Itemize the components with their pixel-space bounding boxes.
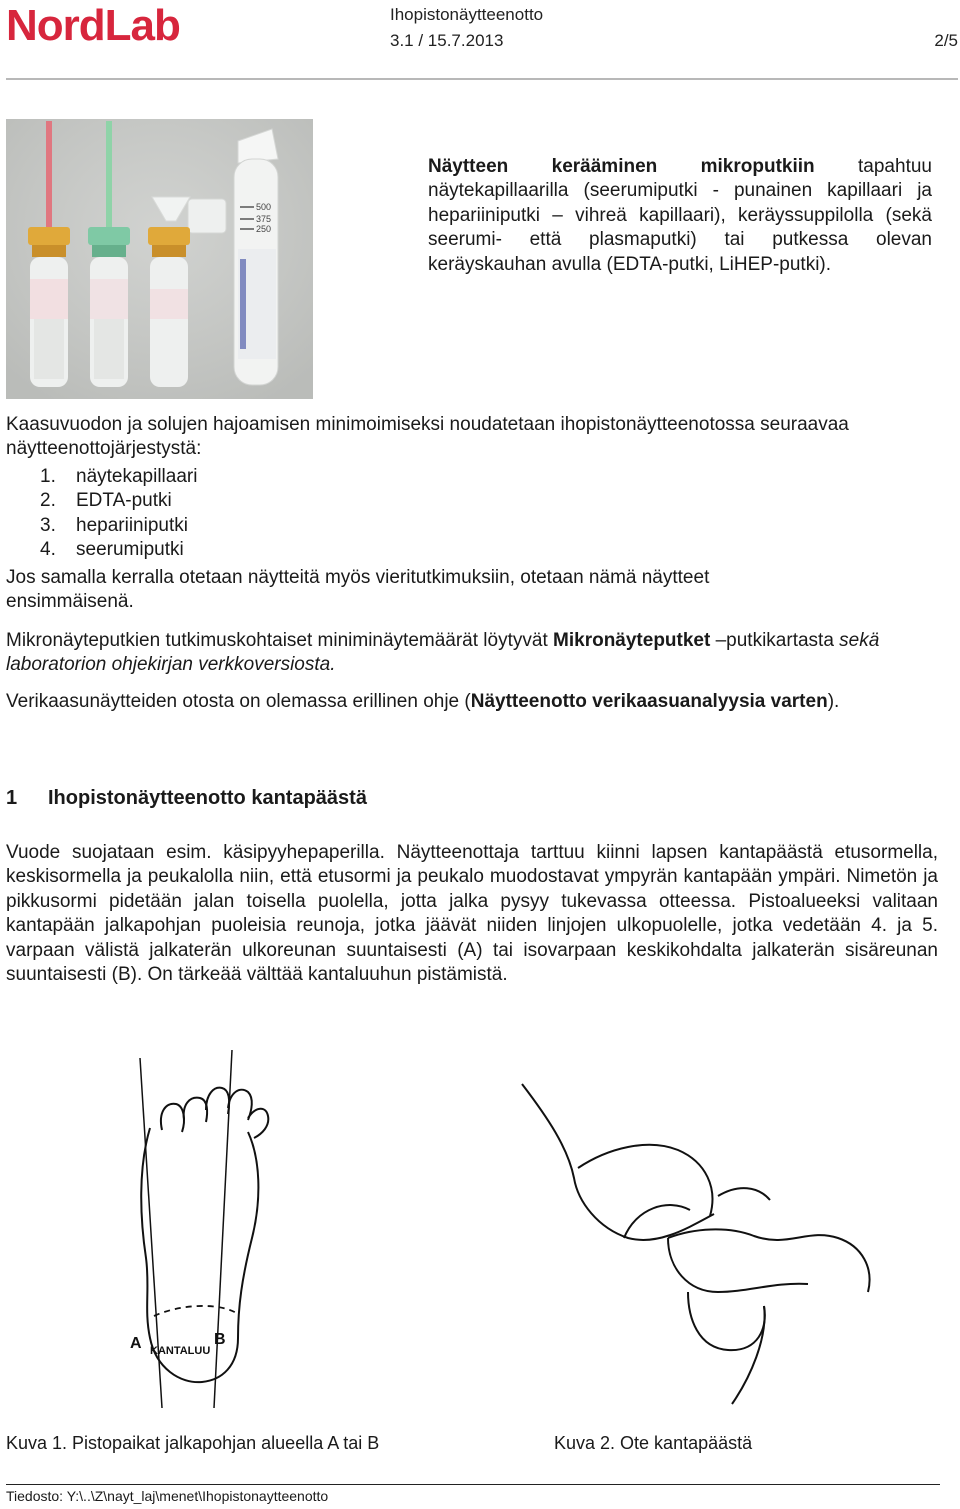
tube-mark-375: 375 (256, 214, 272, 224)
gas-paragraph: Verikaasunäytteiden otosta on olemassa erillinen ohje (Näytteenotto verikaasuanalyysia varten). (6, 691, 840, 712)
list-item: 3. hepariiniputki (40, 514, 188, 536)
tube-mark-500: 500 (256, 202, 272, 212)
figure2-caption: Kuva 2. Ote kantapäästä (554, 1433, 753, 1453)
figure1-caption: Kuva 1. Pistopaikat jalkapohjan alueella A tai B (6, 1433, 380, 1453)
intro-bold: Näytteen kerääminen mikroputkiin (428, 156, 815, 177)
order-note: Jos samalla kerralla otetaan näytteitä myös vieritutkimuksiin, otetaan nämä näytteet ensimmäisenä. (6, 567, 710, 613)
logo-text: NordLab (6, 2, 180, 46)
micro-tubes-photo (6, 119, 313, 399)
micro-italic: sekä laboratorion ohjekirjan verkkoversiosta. (6, 630, 880, 676)
intro-text: tapahtuu näytekapillaarilla (seerumiputki - punainen kapillaari ja hepariiniputki – vihreä kapillaari), keräyssuppilolla (sekä seerumi- että plasmaputki) tai putkessa olevan keräyskauhan avulla (EDTA-putki, LiHEP-putki). (428, 156, 932, 275)
foot-label-b: B (214, 1331, 226, 1348)
gas-bold: Näytteenotto verikaasuanalyysia varten (470, 691, 828, 712)
section-title: Ihopistonäytteenotto kantapäästä (48, 787, 367, 809)
order-list (40, 465, 197, 563)
document-version: 3.1 / 15.7.2013 (390, 31, 504, 50)
heel-grip-figure (518, 1078, 878, 1408)
footer-divider (6, 1484, 940, 1485)
foot-label-heel: KANTALUU (150, 1345, 211, 1357)
header-divider (6, 78, 958, 80)
list-item: 4. seerumiputki (40, 539, 184, 561)
tube-mark-250: 250 (256, 224, 272, 234)
section-heading (6, 787, 367, 810)
foot-label-a: A (130, 1335, 142, 1352)
footer-file-path: Tiedosto: Y:\..\Z\nayt_laj\menet\Ihopistonaytteenotto (6, 1488, 329, 1504)
document-title: Ihopistonäytteenotto (390, 5, 544, 24)
nordlab-logo (6, 2, 202, 46)
section-body: Vuode suojataan esim. käsipyyhepaperilla. Näytteenottaja tarttuu kiinni lapsen kantapäästä etusormella, keskisormella ja peukalolla niin, että etusormi ja peukalo muodostavat ympyrän kantapään ympäri. Nimetön ja pikkusormi pidetään jalan toisella puolella, jotta jalka pysyy tukevassa otteessa. Pistoalueeksi valitaan kantapään jalkapohjan puoleisia reunoja, jotka jäävät niiden linjojen ulkopuolelle, jotka vedetään 4. ja 5. varpaan välistä jalkaterän ulkoreunan suuntaisesti (A) tai isovarpaan keskikohdalta jalkaterän sisäreunan suuntaisesti (B). On tärkeää välttää kantaluuhun pistämistä. (6, 842, 938, 986)
intro-paragraph (428, 155, 932, 277)
foot-sole-figure (110, 1048, 310, 1408)
section-number: 1 (6, 787, 18, 809)
page-number: 2/5 (934, 31, 958, 50)
list-item: 1. näytekapillaari (40, 466, 198, 487)
micro-link-bold: Mikronäyteputket (553, 630, 711, 651)
list-item: 2. EDTA-putki (40, 490, 172, 512)
tube-graduated (234, 129, 278, 385)
micro-paragraph: Mikronäyteputkien tutkimuskohtaiset miniminäytemäärät löytyvät Mikronäyteputket –putkikartasta sekä laboratorion ohjekirjan verkkoversiosta. (6, 630, 880, 676)
order-intro: Kaasuvuodon ja solujen hajoamisen minimoimiseksi noudatetaan ihopistonäytteenotossa seuraavaa näytteenottojärjestystä: (6, 414, 849, 460)
